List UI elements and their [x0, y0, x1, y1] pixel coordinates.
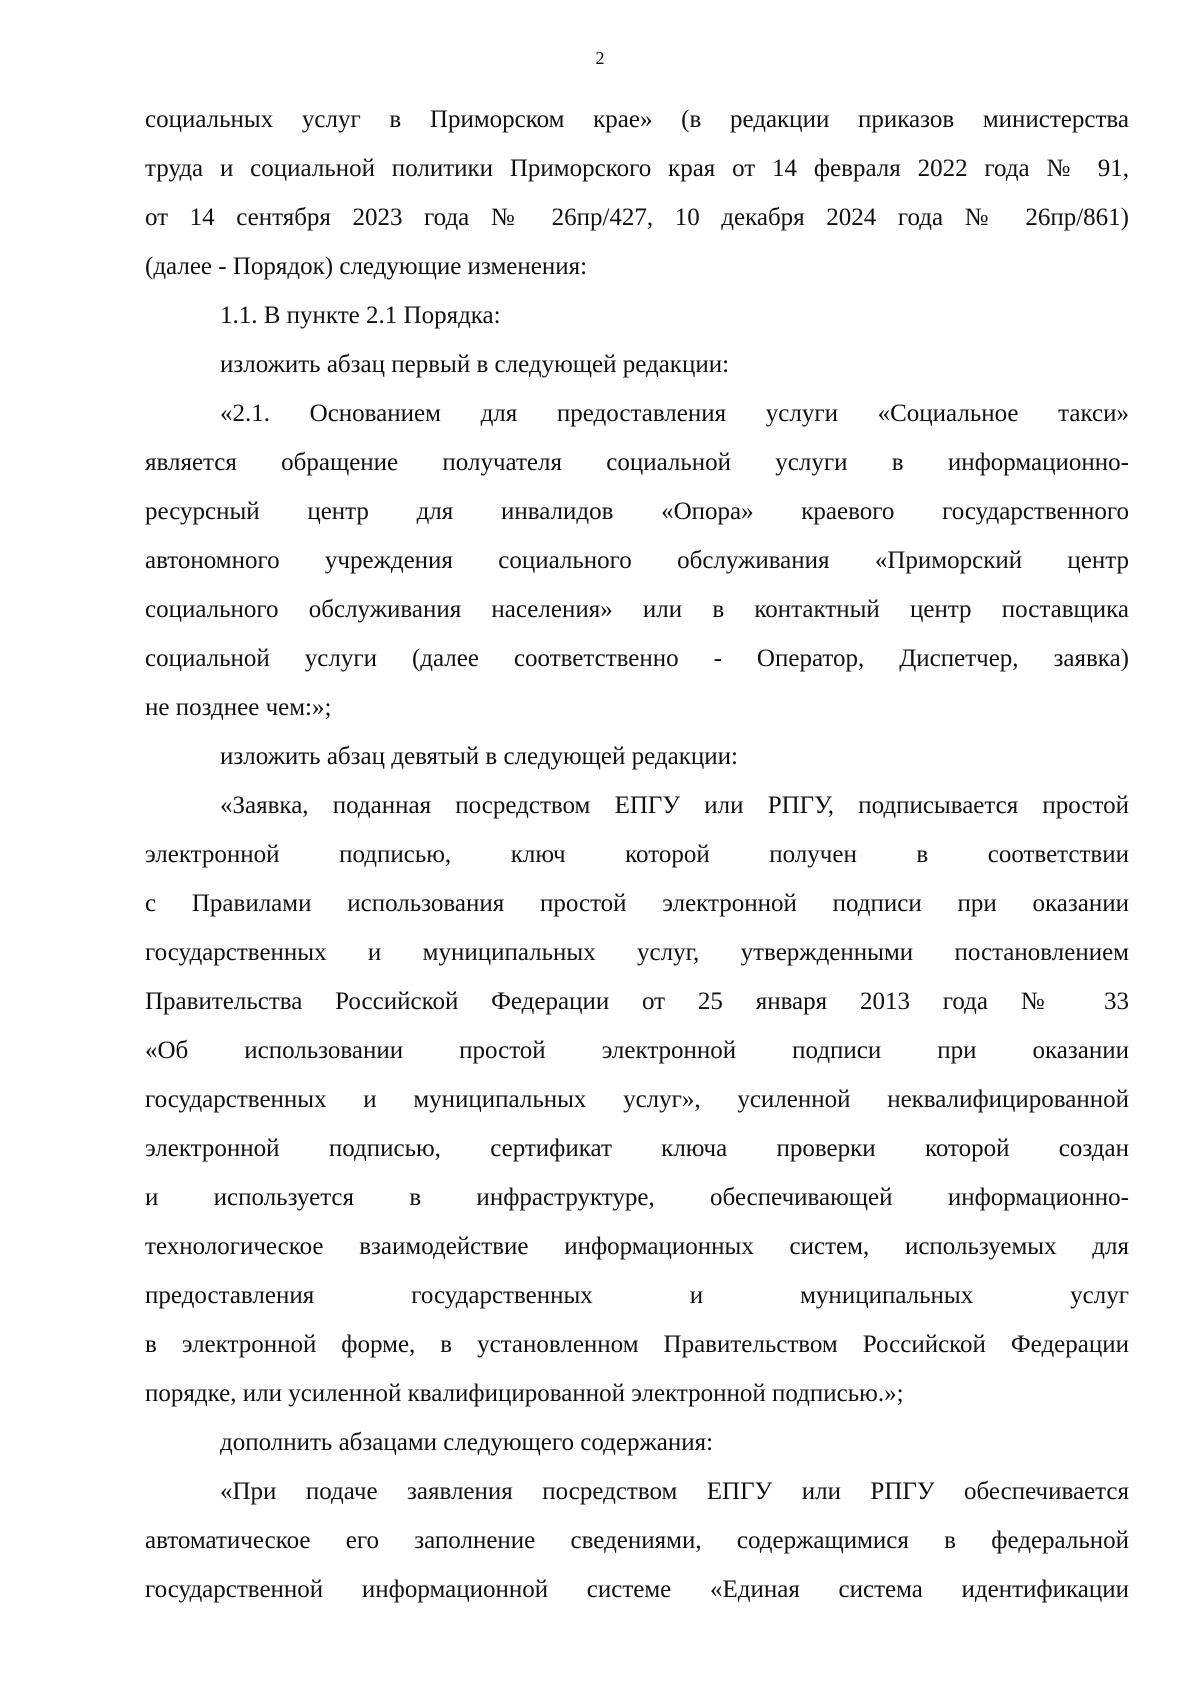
page-number: 2 [595, 48, 605, 68]
text-line: труда и социальной политики Приморского края от 14 февраля 2022 года № 91, [145, 155, 1129, 182]
document-body [145, 95, 1129, 1614]
text-line: изложить абзац девятый в следующей редакции: [220, 743, 738, 770]
text-line: социальной услуги (далее соответственно - Оператор, Диспетчер, заявка) [145, 645, 1129, 672]
text-line: государственных и муниципальных услуг, утвержденными постановлением [145, 939, 1129, 966]
text-line: государственных и муниципальных услуг», усиленной неквалифицированной [145, 1086, 1129, 1113]
text-line: социальных услуг в Приморском крае» (в редакции приказов министерства [145, 106, 1129, 133]
text-line: автоматическое его заполнение сведениями, содержащимися в федеральной [145, 1527, 1129, 1554]
text-line: изложить абзац первый в следующей редакции: [220, 351, 730, 378]
text-line: социального обслуживания населения» или в контактный центр поставщика [145, 596, 1129, 623]
text-line: порядке, или усиленной квалифицированной электронной подписью.»; [145, 1380, 904, 1407]
text-line: не позднее чем:»; [145, 694, 332, 721]
text-line: электронной подписью, сертификат ключа проверки которой создан [145, 1135, 1129, 1162]
text-line: 1.1. В пункте 2.1 Порядка: [220, 302, 501, 329]
text-line: «Об использовании простой электронной подписи при оказании [145, 1037, 1129, 1064]
text-line: от 14 сентября 2023 года № 26пр/427, 10 декабря 2024 года № 26пр/861) [145, 204, 1129, 231]
text-line: Правительства Российской Федерации от 25 января 2013 года № 33 [145, 988, 1129, 1015]
text-line: с Правилами использования простой электронной подписи при оказании [145, 890, 1129, 917]
text-line: государственной информационной системе «Единая система идентификации [145, 1576, 1129, 1603]
text-line: (далее - Порядок) следующие изменения: [145, 253, 588, 280]
text-line: является обращение получателя социальной услуги в информационно- [145, 449, 1129, 476]
text-line: дополнить абзацами следующего содержания: [220, 1429, 714, 1456]
text-line: «При подаче заявления посредством ЕПГУ или РПГУ обеспечивается [220, 1478, 1129, 1505]
text-line: предоставления государственных и муниципальных услуг [145, 1282, 1129, 1309]
text-line: технологическое взаимодействие информационных систем, используемых для [145, 1233, 1129, 1260]
text-line: «Заявка, поданная посредством ЕПГУ или РПГУ, подписывается простой [220, 792, 1129, 819]
text-line: электронной подписью, ключ которой получен в соответствии [145, 841, 1129, 868]
text-line: и используется в инфраструктуре, обеспечивающей информационно- [145, 1184, 1129, 1211]
text-line: автономного учреждения социального обслуживания «Приморский центр [145, 547, 1129, 574]
text-line: в электронной форме, в установленном Правительством Российской Федерации [145, 1331, 1129, 1358]
text-line: ресурсный центр для инвалидов «Опора» краевого государственного [145, 498, 1129, 525]
text-line: «2.1. Основанием для предоставления услуги «Социальное такси» [220, 400, 1129, 427]
